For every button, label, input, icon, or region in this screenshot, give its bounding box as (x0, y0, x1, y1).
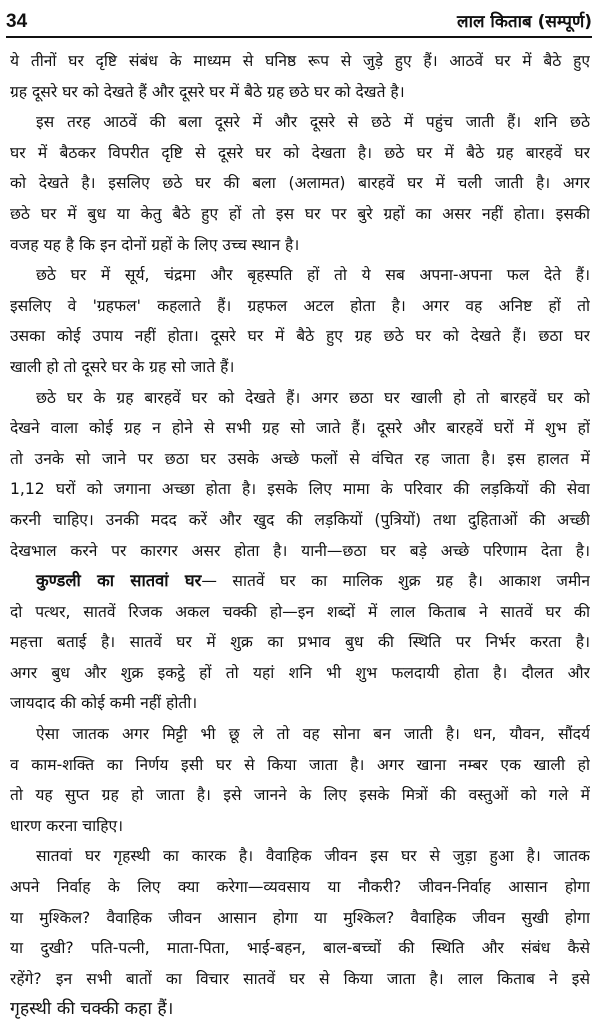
text-line: 1,12 घरों को जगाना अच्छा होता है। इसके लिए मामा के परिवार की लड़कियों की सेवा (10, 480, 590, 499)
text-line: को देखते है। इसलिए छठे घर की बला (अलामत) बारहवें घर में चली जाती है। अगर (10, 174, 590, 193)
text-line: तो यह सुप्त ग्रह हो जाता है। इसे जानने के लिए इसके मित्रों की वस्तुओं को गले में (10, 786, 590, 805)
text-line: सातवां घर गृहस्थी का कारक है। वैवाहिक जीवन इस घर से जुड़ा हुआ है। जातक (36, 847, 590, 866)
running-title: लाल किताब (सम्पूर्ण) (457, 12, 592, 32)
text-line: दो पत्थर, सातवें रिजक अकल चक्की हो—इन शब्दों में लाल किताब ने सातवें घर की (10, 602, 590, 621)
text-line: उसका कोई उपाय नहीं होता। दूसरे घर में बैठे हुए ग्रह छठे घर को देखते हैं। छठा घर (10, 327, 590, 346)
text-line: रहेंगे? इन सभी बातों का विचार सातवें घर से किया जाता है। लाल किताब ने इसे (10, 969, 590, 988)
text-body (10, 46, 590, 1025)
text-line: तो उनके सो जाने पर छठा घर उसके अच्छे फलों से वंचित रह जाता है। इस हालत में (10, 449, 590, 468)
text-line: देखभाल करने पर कारगर असर होता है। यानी—छठा घर बड़े अच्छे परिणाम देता है। (10, 541, 590, 560)
text-line: व काम-शक्ति का निर्णय इसी घर से किया जाता है। अगर खाना नम्बर एक खाली हो (10, 755, 590, 774)
text-line: धारण करना चाहिए। (10, 816, 124, 835)
text-line: इसलिए वे 'ग्रहफल' कहलाते हैं। ग्रहफल अटल होता है। अगर वह अनिष्ट हों तो (10, 296, 590, 315)
text-line: देखने वाला कोई ग्रह न होने से सभी ग्रह सो जाते हैं। दूसरे और बारहवें घरों में शुभ हों (10, 419, 590, 438)
text-line: अपने निर्वाह के लिए क्या करेगा—व्यवसाय या नौकरी? जीवन-निर्वाह आसान होगा (10, 878, 590, 897)
text-line: करनी चाहिए। उनकी मदद करें और खुद की लड़कियों (पुत्रियों) तथा दुहिताओं की अच्छी (10, 510, 590, 529)
section-heading-line (10, 566, 590, 597)
text-line: जायदाद की कोई कमी नहीं होती। (10, 694, 198, 713)
text-line: गृहस्थी की चक्की कहा हैं। (10, 999, 174, 1020)
text-line: ऐसा जातक अगर मिट्टी भी छू ले तो वह सोना बन जाती है। धन, यौवन, सौंदर्य (36, 725, 590, 744)
text-line: या मुश्किल? वैवाहिक जीवन आसान होगा या मुश्किल? वैवाहिक जीवन सुखी होगा (10, 908, 590, 927)
text-line: खाली हो तो दूसरे घर के ग्रह सो जाते हैं। (10, 357, 235, 376)
text-line: — सातवें घर का मालिक शुक्र ग्रह है। आकाश जमीन (201, 572, 590, 591)
text-line: घर में बैठकर विपरीत दृष्टि से दूसरे घर को देखता है। छठे घर में बैठे ग्रह बारहवें घर (10, 143, 590, 162)
section-heading: कुण्डली का सातवां घर (36, 571, 202, 591)
text-line: अगर बुध और शुक्र इकट्ठे हों तो यहां शनि भी शुभ फलदायी होता है। दौलत और (10, 663, 590, 682)
text-line: ये तीनों घर दृष्टि संबंध के माध्यम से घनिष्ठ रूप से जुड़े हुए हैं। आठवें घर में बैठे हुए (10, 52, 590, 70)
text-line: छठे घर में सूर्य, चंद्रमा और बृहस्पति हों तो ये सब अपना-अपना फल देते हैं। (36, 266, 590, 285)
text-line: ग्रह दूसरे घर को देखते हैं और दूसरे घर में बैठे ग्रह छठे घर को देखते है। (10, 82, 405, 101)
text-line: छठे घर के ग्रह बारहवें घर को देखते हैं। अगर छठा घर खाली हो तो बारहवें घर को (36, 388, 590, 407)
text-line: या दुखी? पति-पत्नी, माता-पिता, भाई-बहन, बाल-बच्चों की स्थिति और संबंध कैसे (10, 939, 590, 958)
text-line: महत्ता बताई है। सातवें घर में शुक्र का प्रभाव बुध की स्थिति पर निर्भर करता है। (10, 633, 590, 652)
text-line: इस तरह आठवें की बला दूसरे में और दूसरे से छठे में पहुंच जाती हैं। शनि छठे (36, 113, 590, 132)
text-line: वजह यह है कि इन दोनों ग्रहों के लिए उच्च स्थान है। (10, 235, 300, 254)
page-number: 34 (6, 11, 28, 32)
page-header (6, 10, 592, 38)
text-line: छठे घर में बुध या केतु बैठे हुए हों तो इस घर पर बुरे ग्रहों का असर नहीं होता। इसकी (10, 204, 590, 223)
